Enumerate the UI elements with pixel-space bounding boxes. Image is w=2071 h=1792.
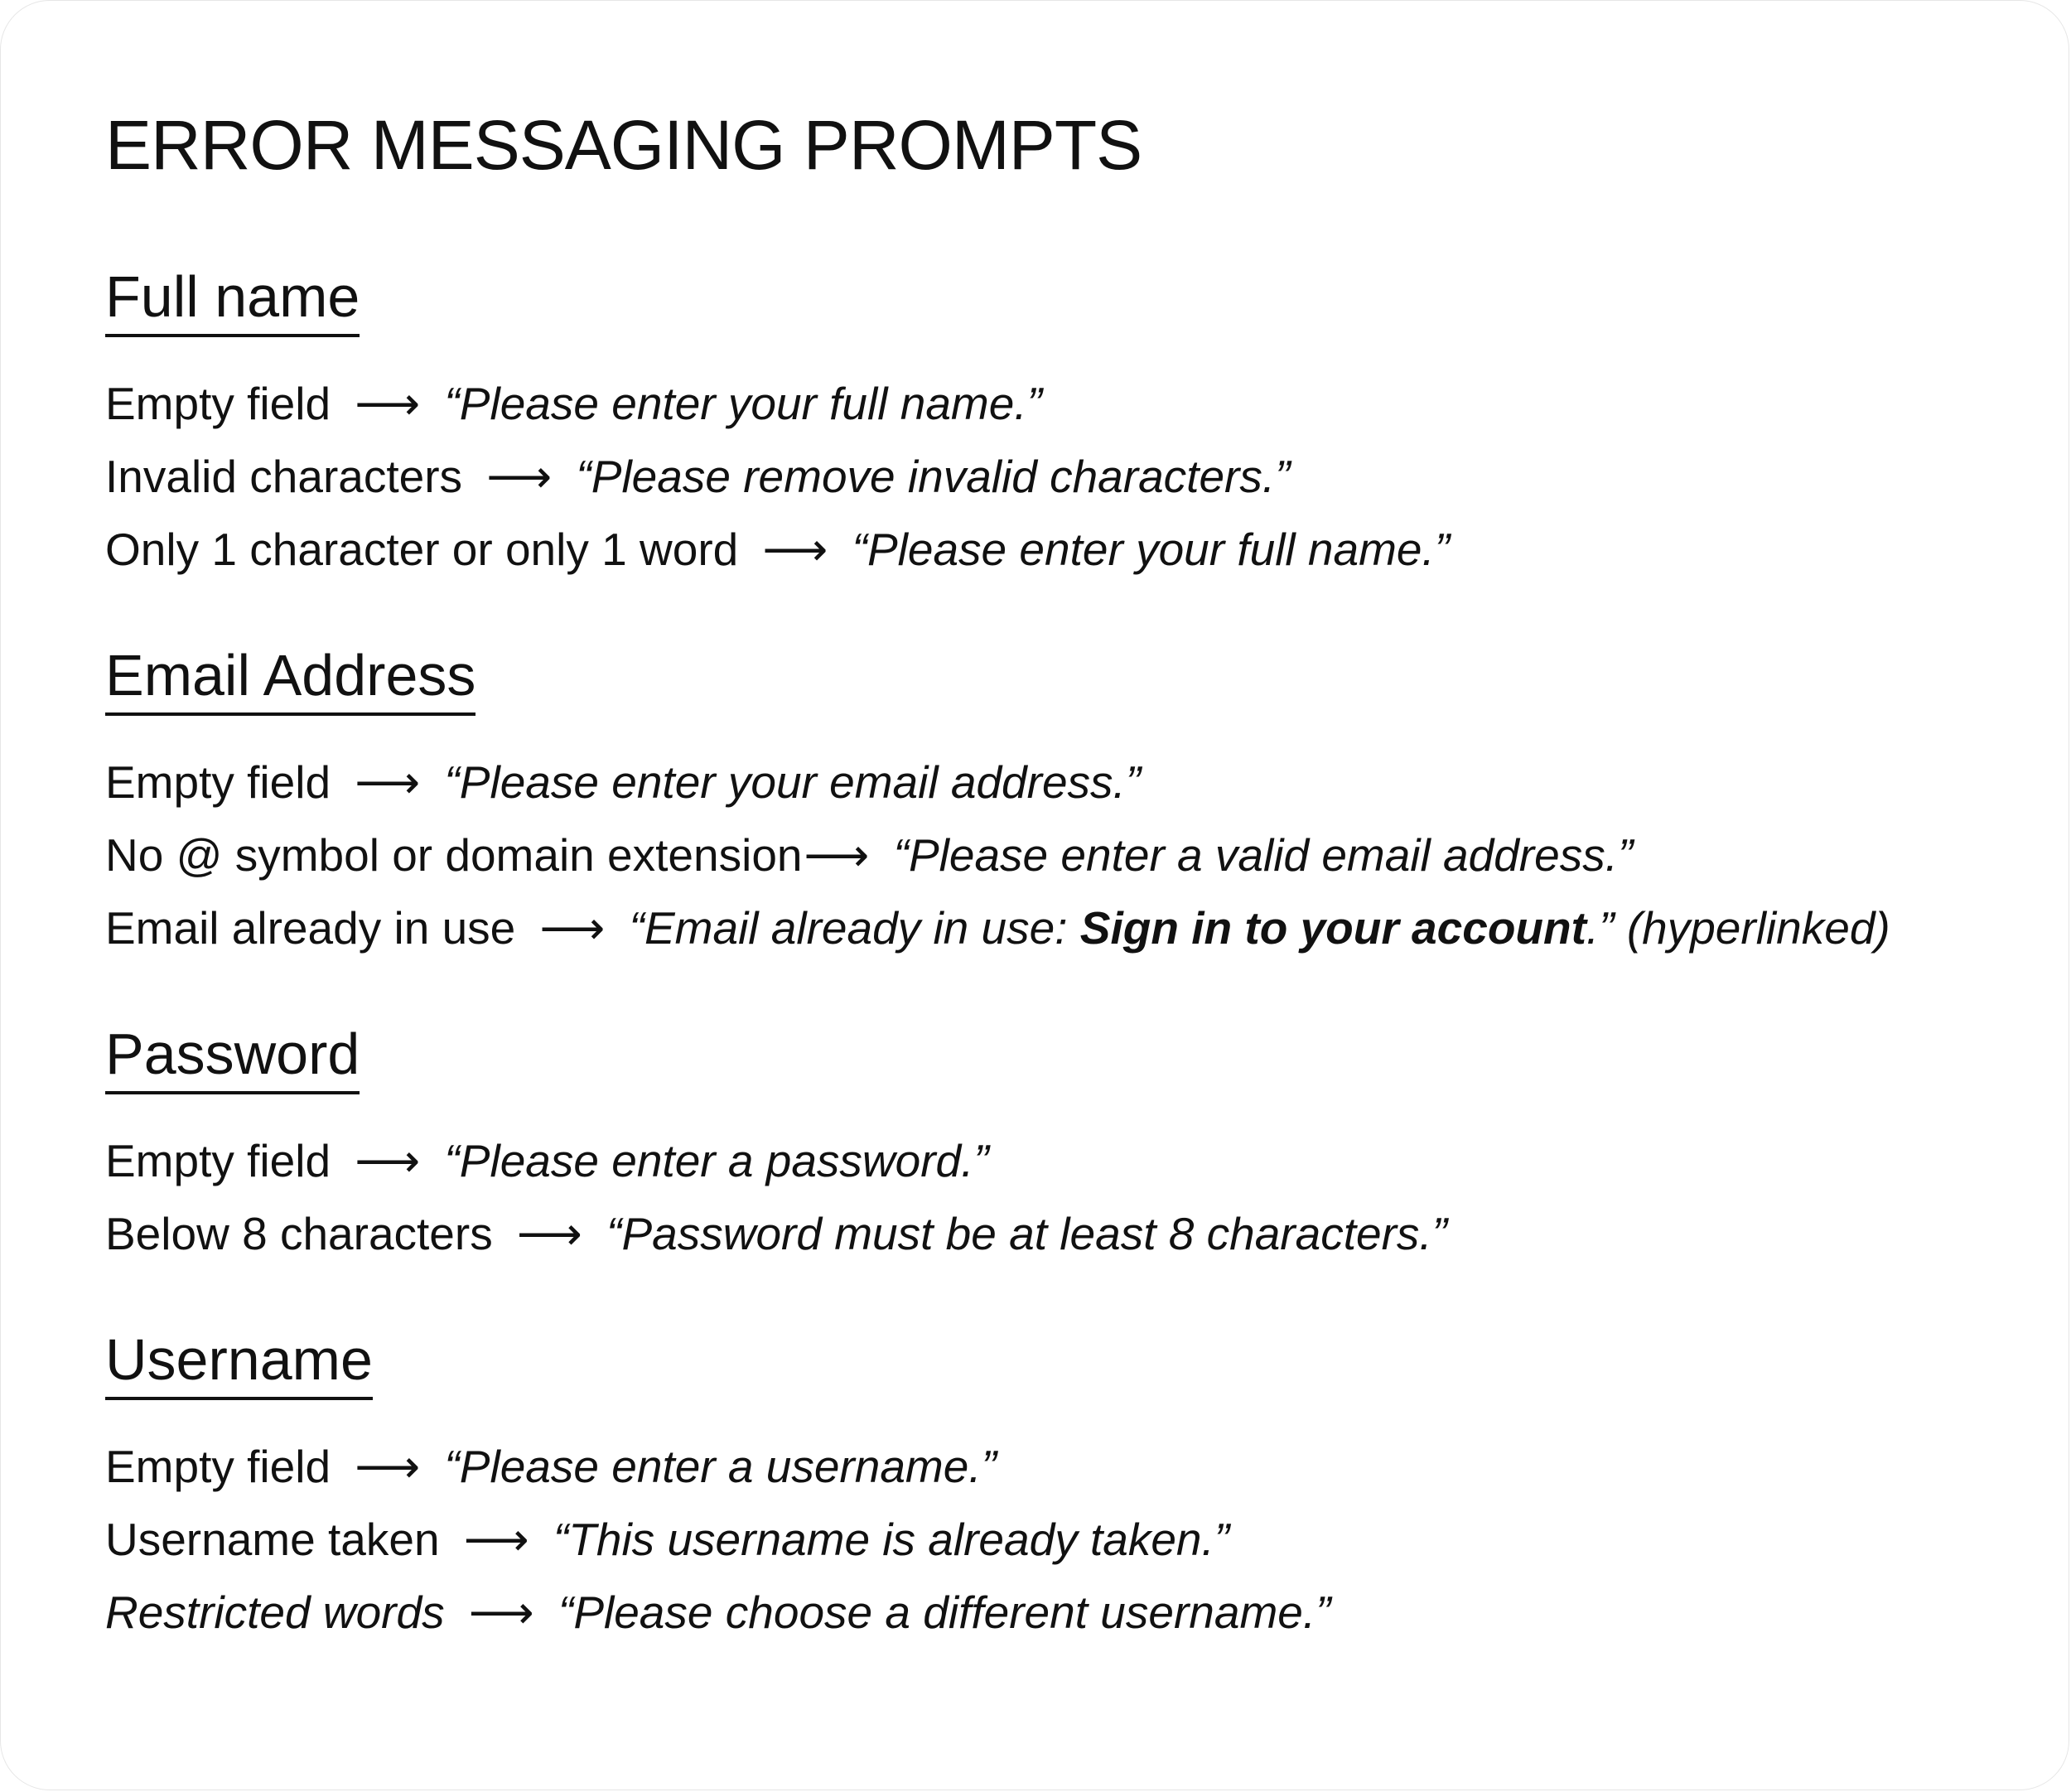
section-heading-username: Username xyxy=(105,1331,373,1400)
rule-row xyxy=(105,1430,1330,1503)
rule-condition: Empty field xyxy=(105,1441,331,1492)
rule-row xyxy=(105,1197,1447,1270)
section-heading-password: Password xyxy=(105,1025,360,1094)
rule-row xyxy=(105,746,1890,819)
rule-condition: Email already in use xyxy=(105,902,516,954)
arrow-right-icon: ⟶ xyxy=(486,451,553,502)
error-message: “Please enter your full name.” xyxy=(852,524,1451,575)
rule-row xyxy=(105,1503,1330,1576)
section-password xyxy=(105,1022,1447,1270)
rule-condition: Username taken xyxy=(105,1514,440,1565)
rule-condition: Only 1 character or only 1 word xyxy=(105,524,739,575)
rule-condition: Restricted words xyxy=(105,1587,445,1638)
error-message: “Password must be at least 8 characters.” xyxy=(606,1208,1447,1259)
rule-row xyxy=(105,1576,1330,1649)
rule-list-full-name xyxy=(105,367,1450,586)
arrow-right-icon: ⟶ xyxy=(539,902,606,954)
section-heading-full-name: Full name xyxy=(105,268,360,337)
hyperlinked-note: (hyperlinked) xyxy=(1626,902,1890,954)
rule-row xyxy=(105,513,1450,586)
rule-row xyxy=(105,1124,1447,1197)
section-username xyxy=(105,1327,1331,1649)
rule-row xyxy=(105,819,1890,891)
arrow-right-icon: ⟶ xyxy=(463,1514,529,1565)
arrow-right-icon: ⟶ xyxy=(762,524,828,575)
section-heading-email-address: Email Address xyxy=(105,646,476,716)
error-message: “Please remove invalid characters.” xyxy=(576,451,1291,502)
error-message-suffix: .” xyxy=(1586,902,1615,954)
rule-row xyxy=(105,891,1890,964)
arrow-right-icon: ⟶ xyxy=(355,378,421,429)
error-message: “Please enter a valid email address.” xyxy=(893,829,1634,881)
rule-row xyxy=(105,367,1450,440)
error-message: “Please choose a different username.” xyxy=(558,1587,1331,1638)
rule-condition: Empty field xyxy=(105,1135,331,1186)
rule-condition: Empty field xyxy=(105,378,331,429)
rule-list-password xyxy=(105,1124,1447,1270)
arrow-right-icon: ⟶ xyxy=(355,1135,421,1186)
error-message: “Please enter a username.” xyxy=(444,1441,997,1492)
error-message: “This username is already taken.” xyxy=(553,1514,1230,1565)
arrow-right-icon: ⟶ xyxy=(355,1441,421,1492)
rule-row xyxy=(105,440,1450,513)
error-message: “Please enter a password.” xyxy=(444,1135,989,1186)
rule-list-email-address xyxy=(105,746,1890,964)
rule-condition: No @ symbol or domain extension xyxy=(105,829,803,881)
section-full-name xyxy=(105,264,1451,586)
rule-condition: Below 8 characters xyxy=(105,1208,493,1259)
arrow-right-icon: ⟶ xyxy=(804,829,870,881)
error-message: “Please enter your full name.” xyxy=(444,378,1042,429)
page-title: ERROR MESSAGING PROMPTS xyxy=(105,106,1142,184)
error-message-prefix: “Email already in use: xyxy=(629,902,1080,954)
arrow-right-icon: ⟶ xyxy=(468,1587,534,1638)
rule-condition: Empty field xyxy=(105,756,331,808)
arrow-right-icon: ⟶ xyxy=(355,756,421,808)
error-message: “Please enter your email address.” xyxy=(444,756,1142,808)
rule-list-username xyxy=(105,1430,1330,1649)
rule-condition: Invalid characters xyxy=(105,451,463,502)
sign-in-link[interactable]: Sign in to your account xyxy=(1079,902,1586,954)
section-email-address xyxy=(105,643,1890,964)
arrow-right-icon: ⟶ xyxy=(517,1208,582,1259)
